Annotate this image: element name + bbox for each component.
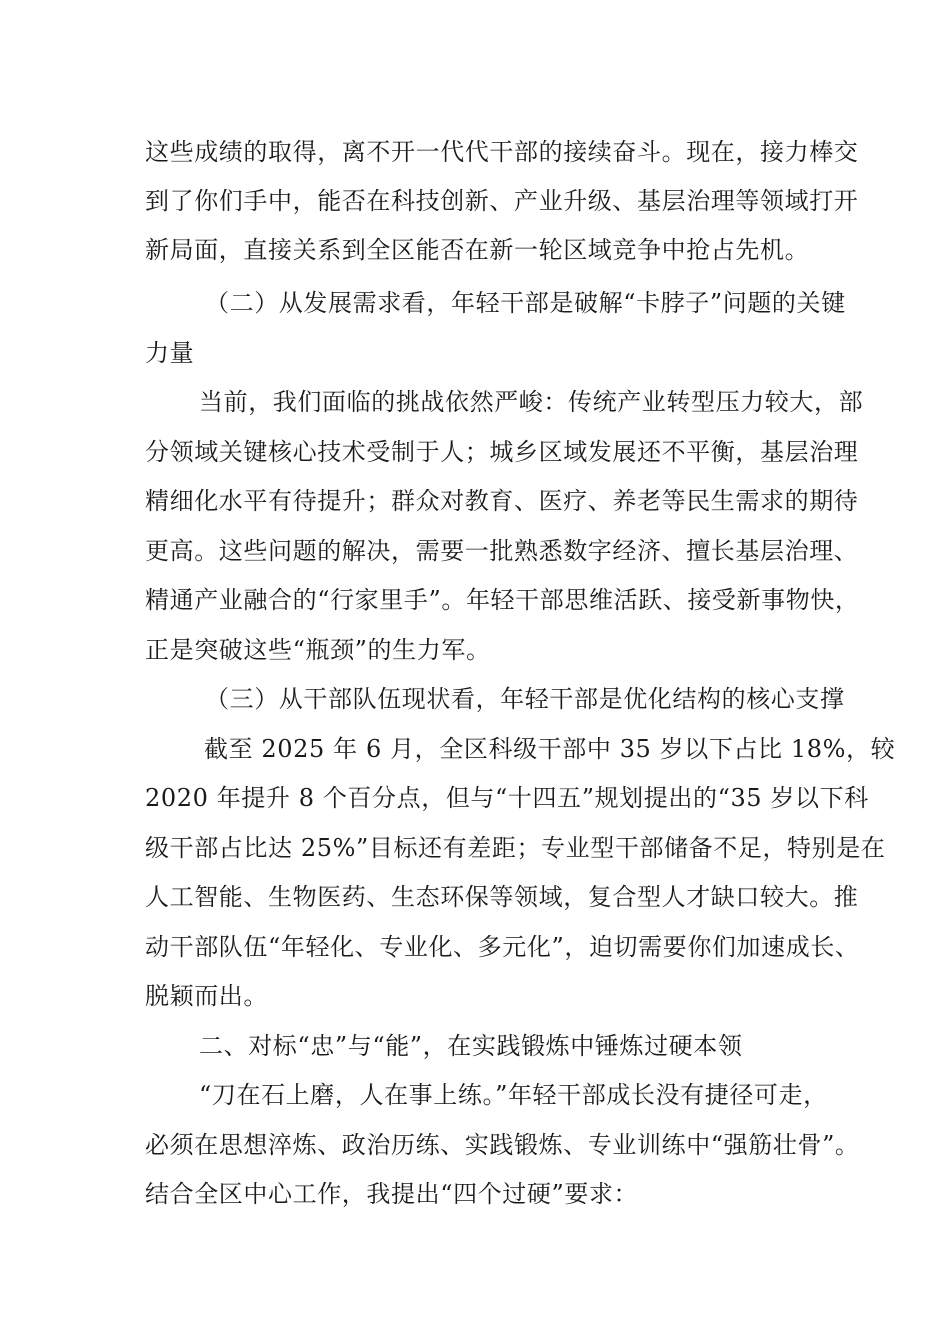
- text-line: 更高。这些问题的解决，需要一批熟悉数字经济、擅长基层治理、: [145, 537, 859, 565]
- text-line: 精细化水平有待提升；群众对教育、医疗、养老等民生需求的期待: [145, 487, 859, 515]
- text-line: 级干部占比达 25%”目标还有差距；专业型干部储备不足，特别是在: [145, 834, 886, 862]
- section-heading: （二）从发展需求看，年轻干部是破解“卡脖子”问题的关键: [205, 289, 846, 317]
- text-line: 脱颖而出。: [145, 982, 268, 1010]
- text-line: 人工智能、生物医药、生态环保等领域，复合型人才缺口较大。推: [145, 883, 859, 911]
- text-line: “刀在石上磨，人在事上练。”年轻干部成长没有捷径可走，: [199, 1081, 828, 1109]
- text-line: 到了你们手中，能否在科技创新、产业升级、基层治理等领域打开: [145, 187, 859, 215]
- section-heading-continuation: 力量: [145, 339, 195, 367]
- text-line: 必须在思想淬炼、政治历练、实践锻炼、专业训练中“强筋壮骨”。: [145, 1131, 860, 1159]
- text-line: 截至 2025 年 6 月，全区科级干部中 35 岁以下占比 18%，较: [204, 735, 896, 763]
- text-line: 当前，我们面临的挑战依然严峻：传统产业转型压力较大，部: [199, 388, 864, 416]
- section-heading: （三）从干部队伍现状看，年轻干部是优化结构的核心支撑: [205, 685, 845, 713]
- text-line: 精通产业融合的“行家里手”。年轻干部思维活跃、接受新事物快，: [145, 586, 860, 614]
- chapter-heading: 二、对标“忠”与“能”，在实践锻炼中锤炼过硬本领: [199, 1032, 743, 1060]
- text-line: 新局面，直接关系到全区能否在新一轮区域竞争中抢占先机。: [145, 236, 810, 264]
- text-line: 动干部队伍“年轻化、专业化、多元化”，迫切需要你们加速成长、: [145, 933, 860, 961]
- text-line: 正是突破这些“瓶颈”的生力军。: [145, 636, 491, 664]
- text-line: 2020 年提升 8 个百分点，但与“十四五”规划提出的“35 岁以下科: [145, 784, 869, 812]
- text-line: 分领域关键核心技术受制于人；城乡区域发展还不平衡，基层治理: [145, 438, 859, 466]
- text-line: 这些成绩的取得，离不开一代代干部的接续奋斗。现在，接力棒交: [145, 138, 859, 166]
- text-line: 结合全区中心工作，我提出“四个过硬”要求：: [145, 1180, 639, 1208]
